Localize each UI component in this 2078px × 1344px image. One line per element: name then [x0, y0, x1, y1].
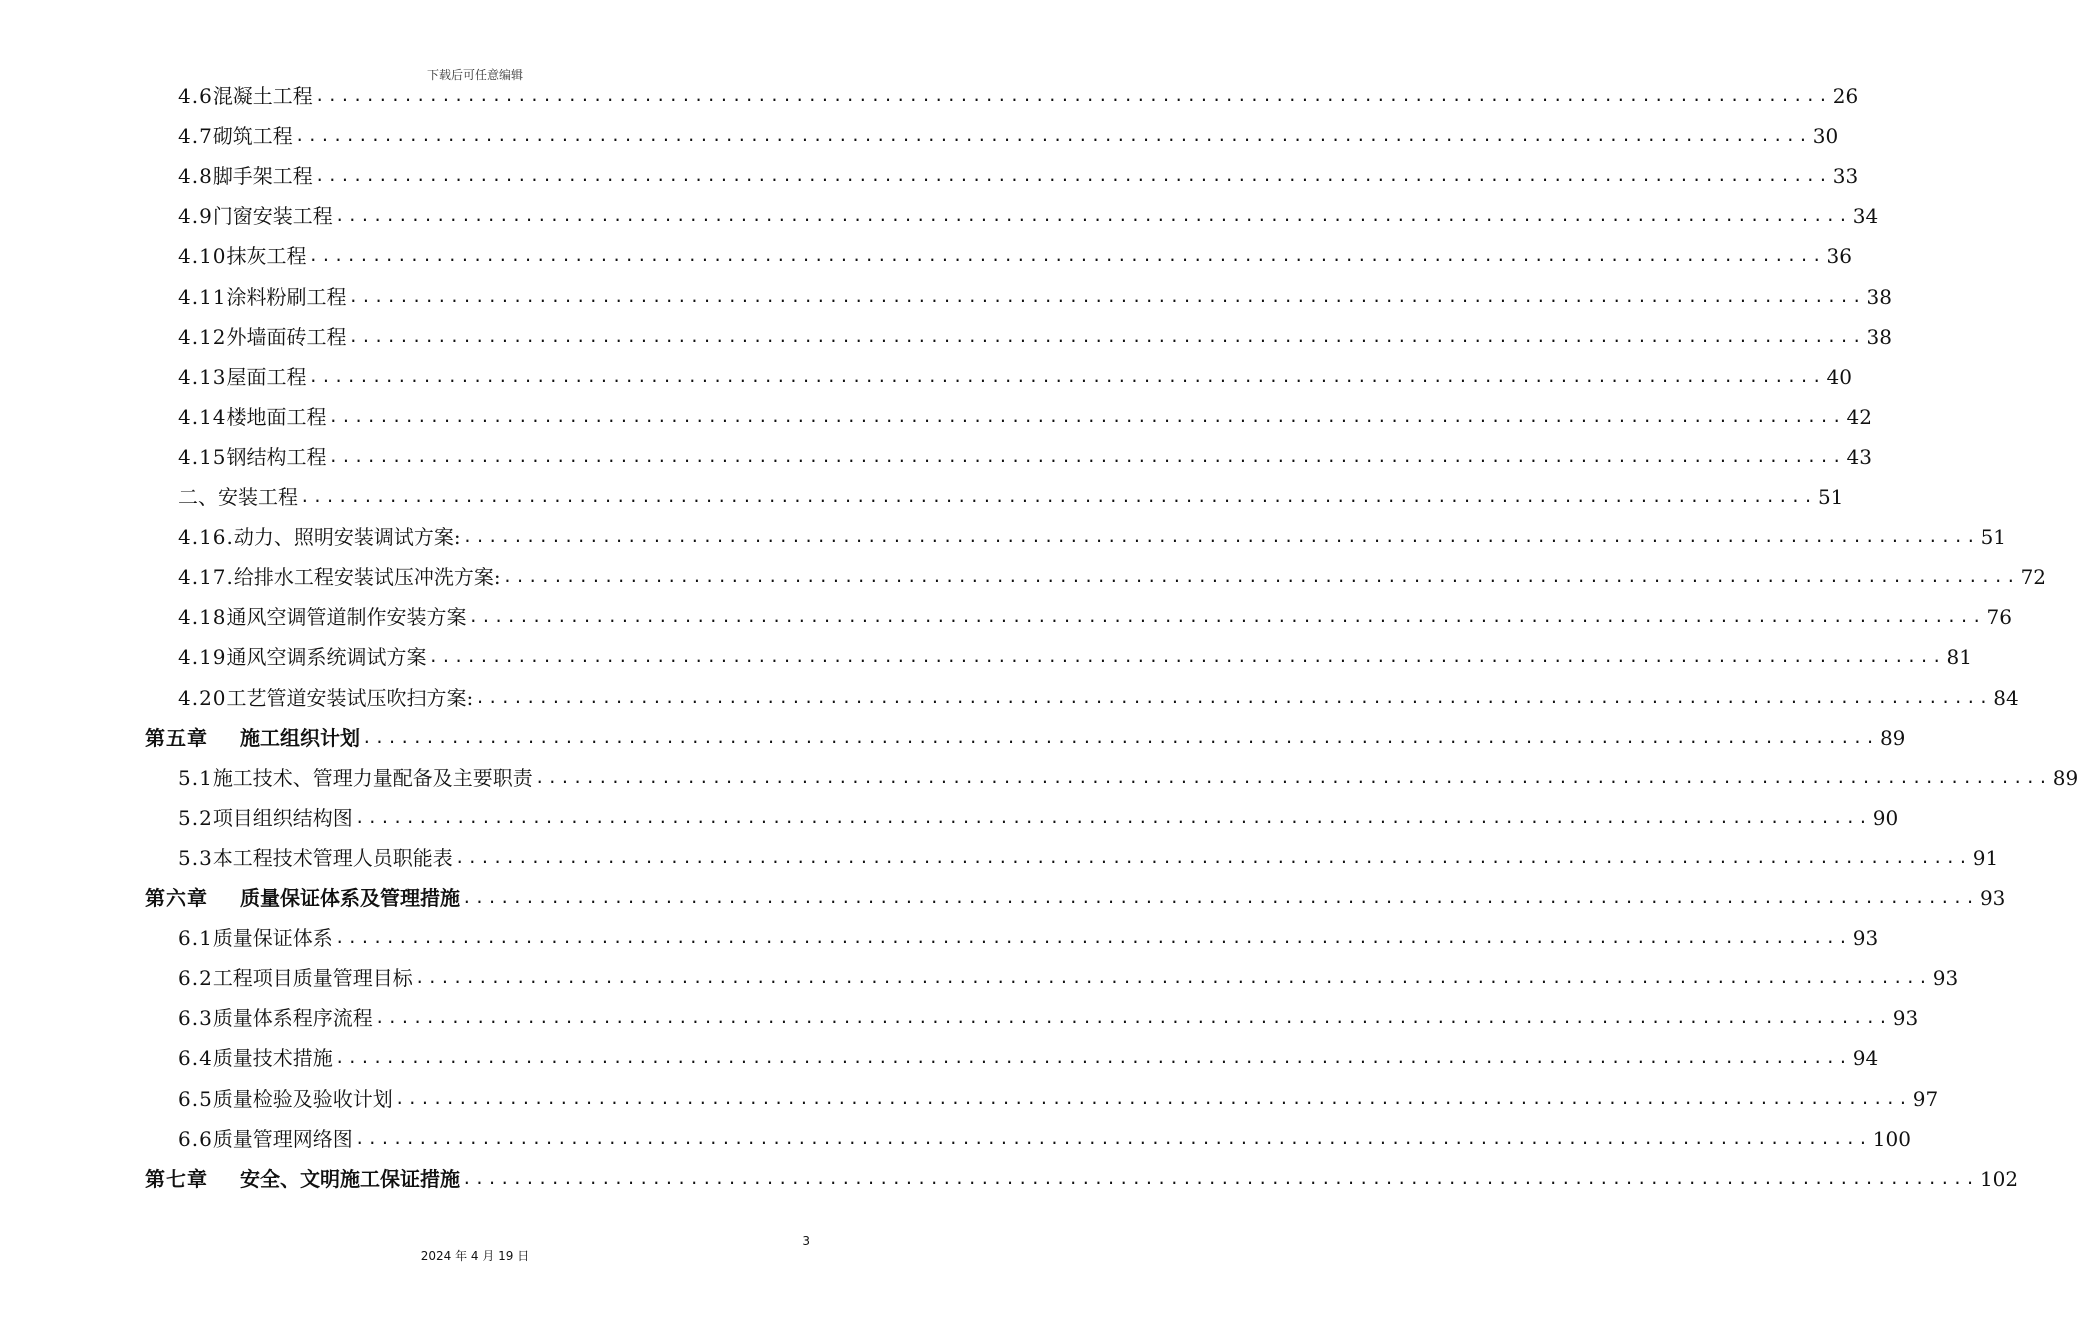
toc-entry-title: 外墙面砖工程 — [226, 324, 347, 349]
toc-dot-leader: ........................................................................................................................ — [294, 126, 1811, 146]
toc-entry-page: 93 — [1852, 926, 1879, 951]
toc-entry-page: 42 — [1846, 404, 1872, 429]
toc-entry-title: 混凝土工程 — [212, 84, 313, 108]
toc-entry-number: 第六章 — [145, 886, 208, 910]
toc-entry[interactable] — [178, 557, 2047, 597]
toc-entry-page: 91 — [1972, 845, 1999, 870]
toc-entry-page: 26 — [1832, 84, 1859, 108]
toc-entry-page: 100 — [1872, 1126, 1911, 1151]
toc-entry-number: 6.2 — [178, 966, 213, 991]
toc-entry-title: 工程项目质量管理目标 — [212, 966, 413, 991]
page-number: 3 — [802, 1234, 810, 1248]
toc-entry[interactable] — [178, 437, 1872, 477]
toc-entry[interactable] — [178, 1038, 1879, 1078]
toc-entry[interactable] — [178, 517, 2007, 557]
toc-entry-title: 通风空调管道制作安装方案 — [226, 605, 467, 630]
footer-date: 2024 年 4 月 19 日 — [420, 1249, 530, 1263]
toc-entry[interactable] — [178, 76, 1859, 116]
toc-entry-number: 4.13 — [178, 364, 227, 389]
toc-dot-leader: ........................................................................................................................ — [374, 1008, 1891, 1028]
toc-entry[interactable] — [178, 758, 2078, 798]
toc-entry[interactable] — [178, 958, 1959, 998]
toc-dot-leader: ........................................................................................................................ — [534, 767, 2051, 787]
toc-dot-leader: ........................................................................................................................ — [362, 727, 1878, 747]
toc-entry-number: 4.12 — [178, 324, 227, 349]
toc-entry-number: 4.18 — [178, 605, 227, 630]
toc-entry-title: 施工组织计划 — [240, 725, 360, 750]
toc-entry-title: 涂料粉刷工程 — [226, 284, 347, 309]
toc-dot-leader: ........................................................................................................................ — [300, 487, 1816, 506]
toc-dot-leader: ........................................................................................................................ — [314, 166, 1831, 186]
toc-chapter-entry[interactable] — [145, 1159, 2019, 1199]
toc-entry-title: 质量检验及验收计划 — [212, 1086, 393, 1111]
toc-dot-leader: ........................................................................................................................ — [462, 888, 1978, 907]
toc-entry-number: 6.1 — [178, 926, 213, 951]
toc-entry-page: 34 — [1852, 204, 1879, 229]
toc-entry-number: 6.3 — [178, 1006, 213, 1031]
toc-dot-leader: ........................................................................................................................ — [308, 246, 1825, 266]
toc-entry-number: 第七章 — [145, 1166, 208, 1191]
toc-entry-number: 4.15 — [178, 444, 227, 469]
toc-entry-number: 5.2 — [178, 805, 213, 830]
toc-entry-title: 门窗安装工程 — [212, 204, 333, 229]
toc-entry-title: 质量保证体系及管理措施 — [240, 886, 460, 910]
toc-dot-leader: ........................................................................................................................ — [414, 968, 1931, 988]
toc-entry-title: 二、安装工程 — [178, 485, 298, 509]
toc-entry-page: 51 — [1980, 525, 2007, 550]
toc-entry-page: 89 — [2052, 765, 2078, 790]
toc-entry-number: 5.1 — [178, 765, 213, 790]
toc-entry-number: 4.11 — [178, 284, 227, 309]
toc-entry-title: 屋面工程 — [226, 364, 307, 389]
toc-entry-title: 动力、照明安装调试方案: — [233, 525, 461, 550]
toc-dot-leader: ........................................................................................................................ — [328, 446, 1845, 466]
toc-dot-leader: ........................................................................................................................ — [394, 1088, 1911, 1108]
toc-entry[interactable] — [178, 1119, 1911, 1159]
toc-dot-leader: ........................................................................................................................ — [468, 607, 1985, 627]
toc-entry-title: 安全、文明施工保证措施 — [240, 1166, 460, 1191]
toc-entry-page: 76 — [1986, 605, 2012, 630]
toc-entry-page: 38 — [1866, 284, 1892, 309]
toc-entry-number: 4.6 — [178, 84, 213, 108]
toc-entry-number: 6.6 — [178, 1126, 213, 1151]
toc-entry-page: 43 — [1846, 444, 1872, 469]
toc-entry-number: 6.4 — [178, 1046, 213, 1071]
toc-entry-title: 钢结构工程 — [226, 444, 327, 469]
toc-entry-number: 4.7 — [178, 124, 213, 149]
toc-entry-title: 楼地面工程 — [226, 404, 327, 429]
toc-dot-leader: ........................................................................................................................ — [462, 527, 1979, 547]
toc-entry-page: 72 — [2020, 565, 2047, 590]
toc-entry-title: 质量体系程序流程 — [212, 1006, 373, 1031]
toc-dot-leader: ........................................................................................................................ — [334, 206, 1851, 226]
toc-entry[interactable] — [178, 597, 2012, 637]
toc-entry-number: 4.9 — [178, 204, 213, 229]
toc-entry[interactable] — [178, 1079, 1939, 1119]
toc-entry-page: 94 — [1852, 1046, 1879, 1071]
toc-dot-leader: ........................................................................................................................ — [348, 326, 1865, 346]
toc-entry-number: 4.8 — [178, 164, 213, 189]
toc-entry-title: 项目组织结构图 — [212, 805, 353, 830]
toc-entry-title: 质量管理网络图 — [212, 1126, 353, 1151]
toc-entry-page: 84 — [1993, 685, 2019, 710]
toc-entry-number: 5.3 — [178, 845, 213, 870]
toc-entry[interactable] — [178, 357, 1852, 397]
toc-dot-leader: ........................................................................................................................ — [475, 687, 1992, 707]
toc-dot-leader: ........................................................................................................................ — [348, 286, 1865, 306]
toc-entry-title: 砌筑工程 — [212, 124, 293, 149]
toc-entry-number: 6.5 — [178, 1086, 213, 1111]
toc-entry-number: 4.14 — [178, 404, 227, 429]
toc-entry-title: 给排水工程安装试压冲洗方案: — [233, 565, 501, 590]
toc-dot-leader: ........................................................................................................................ — [314, 86, 1831, 105]
toc-entry-page: 40 — [1826, 364, 1852, 389]
toc-entry-title: 通风空调系统调试方案 — [226, 645, 427, 670]
toc-entry-number: 4.19 — [178, 645, 227, 670]
toc-entry-title: 工艺管道安装试压吹扫方案: — [226, 685, 474, 710]
toc-entry-page: 36 — [1826, 244, 1852, 269]
toc-entry[interactable] — [178, 277, 1892, 317]
toc-dot-leader: ........................................................................................................................ — [502, 567, 2019, 587]
toc-entry-page: 93 — [1979, 886, 2006, 910]
toc-entry-number: 4.16. — [178, 525, 234, 550]
toc-entry-page: 89 — [1879, 725, 1906, 750]
toc-dot-leader: ........................................................................................................................ — [354, 1128, 1871, 1148]
toc-entry-page: 33 — [1832, 164, 1859, 189]
toc-dot-leader: ........................................................................................................................ — [428, 647, 1945, 667]
header-note: 下载后可任意编辑 — [426, 68, 523, 82]
toc-entry[interactable] — [178, 236, 1852, 276]
toc-entry-title: 质量技术措施 — [212, 1046, 333, 1071]
toc-entry[interactable] — [178, 477, 1844, 517]
toc-entry[interactable] — [178, 116, 1839, 156]
toc-dot-leader: ........................................................................................................................ — [334, 928, 1851, 948]
toc-entry[interactable] — [178, 798, 1899, 838]
toc-entry-page: 97 — [1912, 1086, 1939, 1111]
toc-entry[interactable] — [178, 678, 2019, 718]
toc-dot-leader: ........................................................................................................................ — [354, 807, 1871, 827]
toc-entry-page: 90 — [1872, 805, 1899, 830]
toc-entry-title: 施工技术、管理力量配备及主要职责 — [212, 765, 533, 790]
toc-dot-leader: ........................................................................................................................ — [462, 1168, 1978, 1188]
toc-entry-page: 51 — [1817, 485, 1844, 509]
toc-entry[interactable] — [178, 317, 1892, 357]
toc-entry-page: 93 — [1892, 1006, 1919, 1031]
toc-entry-page: 81 — [1946, 645, 1972, 670]
toc-entry-number: 第五章 — [145, 725, 208, 750]
toc-dot-leader: ........................................................................................................................ — [328, 406, 1845, 426]
toc-chapter-entry[interactable] — [145, 718, 1906, 758]
toc-entry[interactable] — [178, 998, 1919, 1038]
toc-entry[interactable] — [178, 918, 1879, 958]
toc-entry-number: 4.10 — [178, 244, 227, 269]
toc-entry-page: 38 — [1866, 324, 1892, 349]
toc-entry[interactable] — [178, 156, 1859, 196]
toc-dot-leader: ........................................................................................................................ — [308, 366, 1825, 386]
toc-entry-page: 93 — [1932, 966, 1959, 991]
toc-dot-leader: ........................................................................................................................ — [334, 1048, 1851, 1068]
toc-dot-leader: ........................................................................................................................ — [454, 847, 1971, 867]
toc-entry-title: 质量保证体系 — [212, 926, 333, 951]
toc-chapter-entry[interactable] — [145, 878, 2006, 918]
toc-entry[interactable] — [178, 196, 1879, 236]
toc-entry-number: 4.17. — [178, 565, 234, 590]
toc-entry-title: 脚手架工程 — [212, 164, 313, 189]
toc-entry-title: 抹灰工程 — [226, 244, 307, 269]
toc-entry-number: 4.20 — [178, 685, 227, 710]
toc-entry-page: 102 — [1979, 1166, 2019, 1191]
toc-entry-page: 30 — [1812, 124, 1839, 149]
toc-entry[interactable] — [178, 397, 1872, 437]
toc-entry[interactable] — [178, 637, 1972, 677]
toc-entry[interactable] — [178, 838, 1999, 878]
toc-entry-title: 本工程技术管理人员职能表 — [212, 845, 453, 870]
